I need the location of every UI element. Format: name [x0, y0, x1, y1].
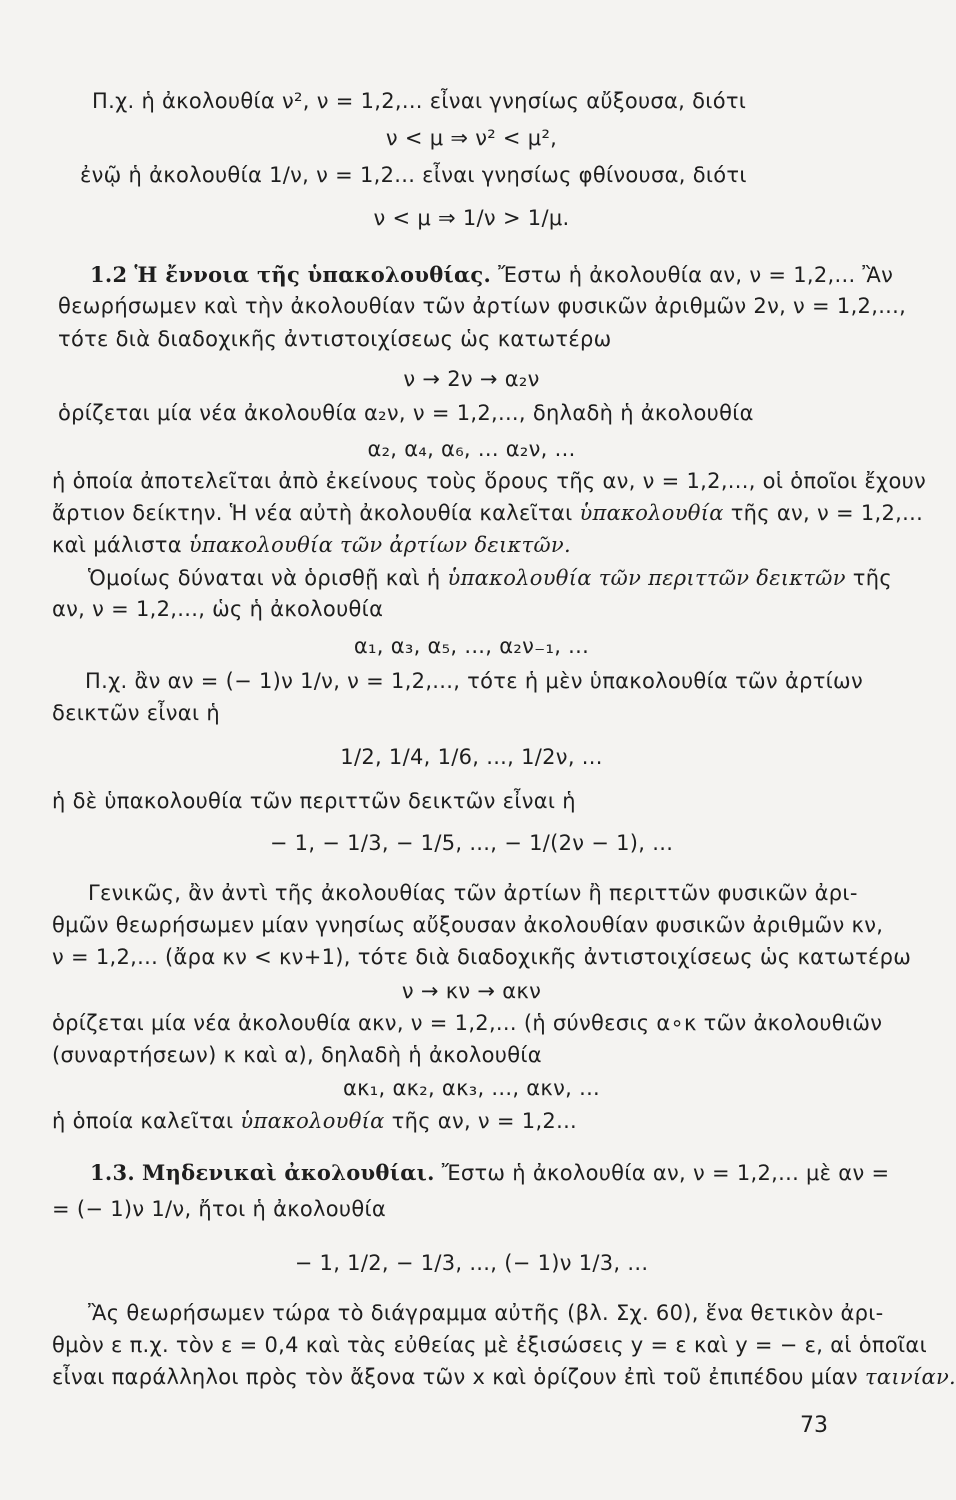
text-line: Π.χ. ἂν αν = (− 1)ν 1/ν, ν = 1,2,..., τότε ἡ μὲν ὑπακολουθία τῶν ἀρτίων	[85, 669, 863, 693]
text-line	[52, 1364, 956, 1390]
formula-line: ν < μ ⇒ 1/ν > 1/μ.	[373, 206, 570, 230]
section-title: Ἡ ἔννοια τῆς ὑπακολουθίας.	[134, 262, 492, 287]
text-line: θμῶν θεωρήσωμεν μίαν γνησίως αὔξουσαν ἀκολουθίαν φυσικῶν ἀριθμῶν κν,	[52, 913, 884, 937]
text-line: Ἂς θεωρήσωμεν τώρα τὸ διάγραμμα αὐτῆς (βλ. Σχ. 60), ἕνα θετικὸν ἀρι-	[88, 1301, 884, 1325]
text-line: θεωρήσωμεν καὶ τὴν ἀκολουθίαν τῶν ἀρτίων φυσικῶν ἀριθμῶν 2ν, ν = 1,2,...,	[58, 294, 907, 318]
text-line: = (− 1)ν 1/ν, ἤτοι ἡ ἀκολουθία	[52, 1197, 387, 1221]
section-text: Ἔστω ἡ ἀκολουθία αν, ν = 1,2,... Ἂν	[491, 263, 894, 287]
formula-line: − 1, − 1/3, − 1/5, ..., − 1/(2ν − 1), ...	[269, 831, 674, 855]
formula-line: ν → 2ν → α₂ν	[403, 367, 540, 391]
formula-line: 1/2, 1/4, 1/6, ..., 1/2ν, ...	[340, 745, 603, 769]
text-line: Π.χ. ἡ ἀκολουθία ν², ν = 1,2,... εἶναι γνησίως αὔξουσα, διότι	[92, 89, 747, 113]
section-title: Μηδενικαὶ ἀκολουθίαι.	[142, 1160, 435, 1185]
italic-term: ὑπακολουθία τῶν περιττῶν δεικτῶν	[447, 566, 846, 590]
formula-line: ν < μ ⇒ ν² < μ²,	[385, 126, 558, 150]
text-span: καὶ μάλιστα	[52, 533, 189, 557]
section-text: Ἔστω ἡ ἀκολουθία αν, ν = 1,2,... μὲ αν =	[434, 1161, 890, 1185]
text-line: ἡ ὁποία ἀποτελεῖται ἀπὸ ἐκείνους τοὺς ὅρους τῆς αν, ν = 1,2,..., οἱ ὁποῖοι ἔχουν	[52, 469, 927, 493]
italic-term: ταινίαν.	[864, 1365, 956, 1389]
section-number: 1.2	[90, 262, 128, 287]
text-line	[52, 532, 571, 558]
formula-line: ακ₁, ακ₂, ακ₃, ..., ακν, ...	[342, 1076, 601, 1100]
text-line: Γενικῶς, ἂν ἀντὶ τῆς ἀκολουθίας τῶν ἀρτίων ἢ περιττῶν φυσικῶν ἀρι-	[88, 881, 858, 905]
text-line	[52, 500, 923, 526]
text-line: αν, ν = 1,2,..., ὡς ἡ ἀκολουθία	[52, 597, 384, 621]
text-line: ἡ δὲ ὑπακολουθία τῶν περιττῶν δεικτῶν εἶναι ἡ	[52, 789, 576, 813]
italic-term: ὑπακολουθία	[579, 501, 724, 525]
section-heading-line	[90, 1160, 889, 1186]
text-span: ἄρτιον δείκτην. Ἡ νέα αὐτὴ ἀκολουθία καλεῖται	[52, 501, 580, 525]
text-line: ὁρίζεται μία νέα ἀκολουθία ακν, ν = 1,2,... (ἡ σύνθεσις α∘κ τῶν ἀκολουθιῶν	[52, 1011, 883, 1035]
page-number: 73	[800, 1413, 828, 1438]
italic-term: ὑπακολουθία τῶν ἀρτίων δεικτῶν.	[188, 533, 571, 557]
text-span: Ὁμοίως δύναται νὰ ὁρισθῇ καὶ ἡ	[88, 566, 448, 590]
text-line: (συναρτήσεων) κ καὶ α), δηλαδὴ ἡ ἀκολουθία	[52, 1043, 542, 1067]
text-span: τῆς αν, ν = 1,2...	[384, 1109, 578, 1133]
text-span: τῆς	[845, 566, 892, 590]
formula-line: − 1, 1/2, − 1/3, ..., (− 1)ν 1/3, ...	[294, 1251, 649, 1275]
text-line: ν = 1,2,... (ἄρα κν < κν+1), τότε διὰ διαδοχικῆς ἀντιστοιχίσεως ὡς κατωτέρω	[52, 945, 912, 969]
text-line	[52, 1108, 577, 1134]
section-number: 1.3.	[90, 1160, 136, 1185]
formula-line: α₂, α₄, α₆, ... α₂ν, ...	[367, 437, 576, 461]
formula-line: α₁, α₃, α₅, ..., α₂ν₋₁, ...	[353, 634, 590, 658]
italic-term: ὑπακολουθία	[240, 1109, 385, 1133]
text-span: εἶναι παράλληλοι πρὸς τὸν ἄξονα τῶν x καὶ ὁρίζουν ἐπὶ τοῦ ἐπιπέδου μίαν	[52, 1365, 865, 1389]
text-line: θμὸν ε π.χ. τὸν ε = 0,4 καὶ τὰς εὐθείας μὲ ἐξισώσεις y = ε καὶ y = − ε, αἱ ὁποῖαι	[52, 1333, 927, 1357]
text-line	[88, 565, 892, 591]
section-heading-line	[90, 262, 893, 288]
text-line: δεικτῶν εἶναι ἡ	[52, 701, 220, 725]
text-span: τῆς αν, ν = 1,2,...	[723, 501, 924, 525]
text-line: ἐνῷ ἡ ἀκολουθία 1/ν, ν = 1,2... εἶναι γνησίως φθίνουσα, διότι	[80, 163, 747, 187]
text-line: ὁρίζεται μία νέα ἀκολουθία α₂ν, ν = 1,2,..., δηλαδὴ ἡ ἀκολουθία	[58, 401, 754, 425]
text-line: τότε διὰ διαδοχικῆς ἀντιστοιχίσεως ὡς κατωτέρω	[58, 327, 612, 351]
text-span: ἡ ὁποία καλεῖται	[52, 1109, 241, 1133]
formula-line: ν → κν → ακν	[401, 979, 542, 1003]
